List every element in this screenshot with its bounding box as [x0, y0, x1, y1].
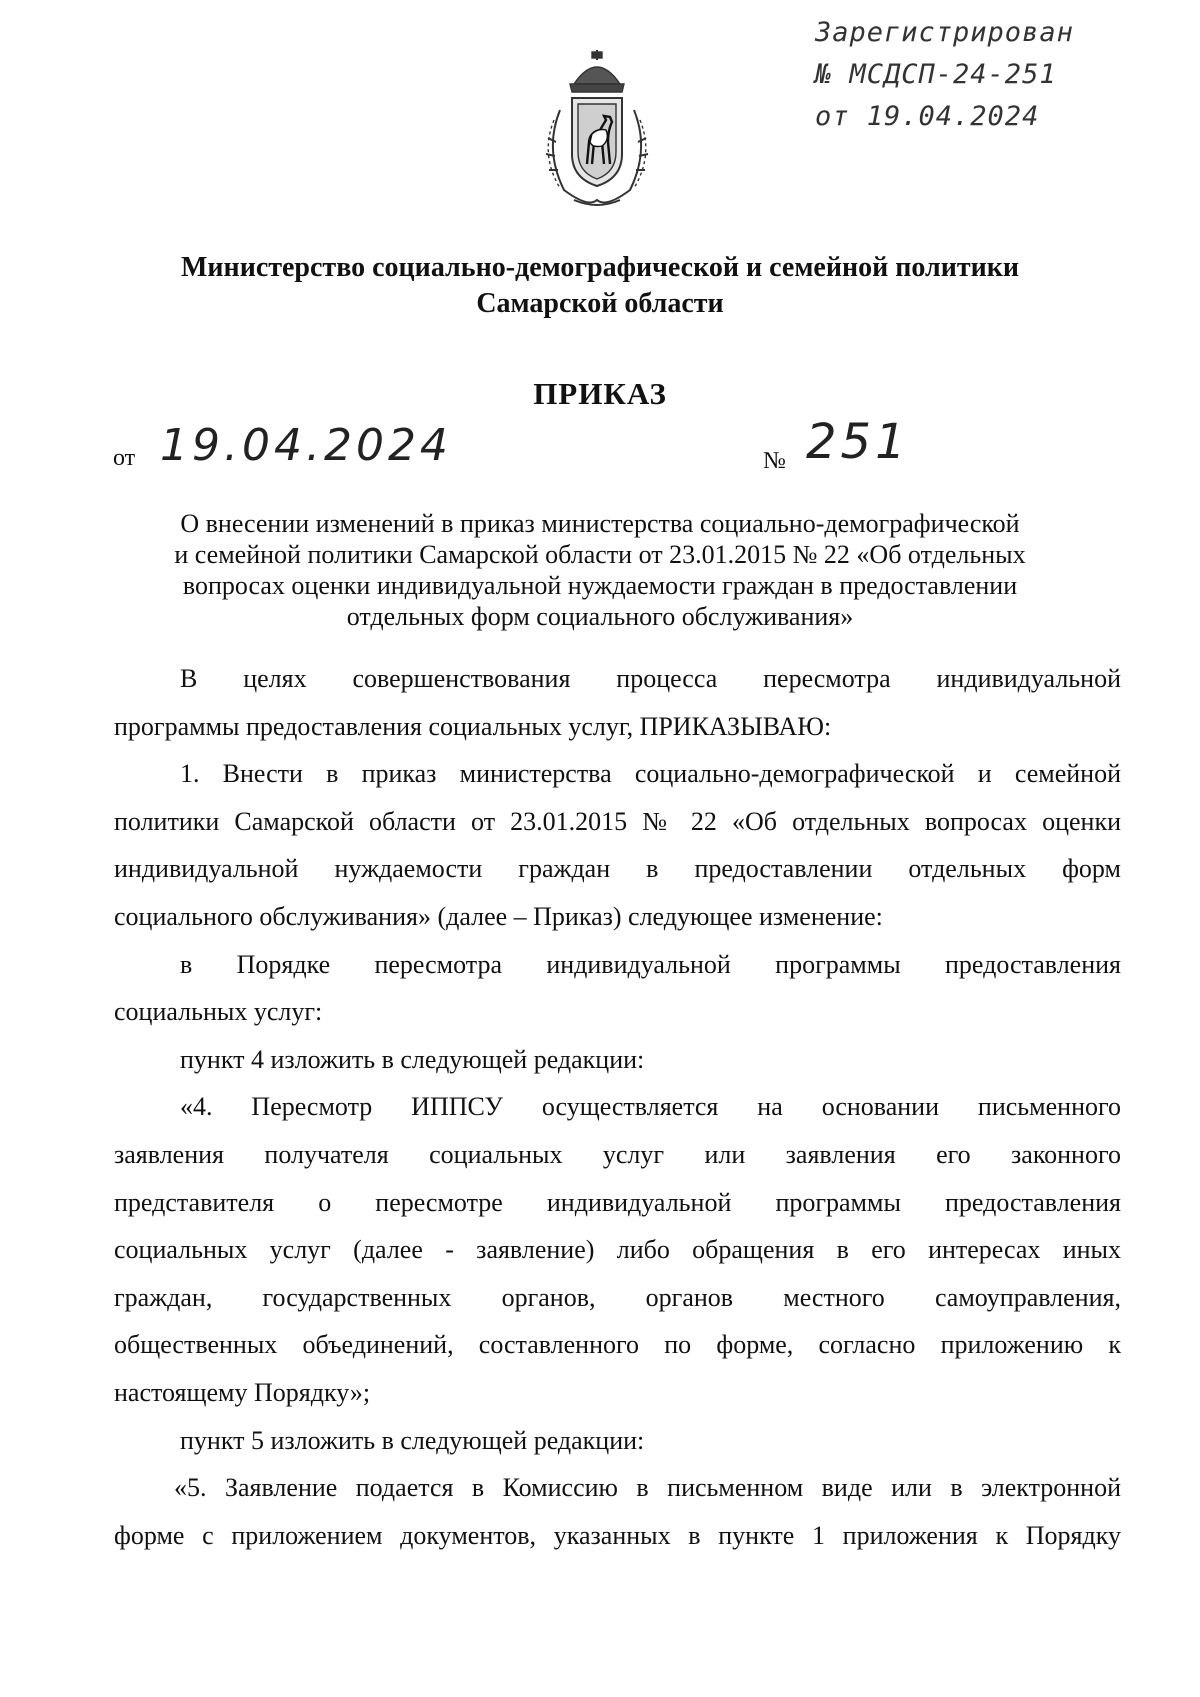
- body-line: В целях совершенствования процесса пересмотра индивидуальной: [180, 664, 1121, 693]
- subject-line: отдельных форм социального обслуживания»: [346, 602, 854, 631]
- body-line: пункт 5 изложить в следующей редакции:: [180, 1425, 645, 1455]
- body-line: настоящему Порядку»;: [114, 1377, 371, 1407]
- ministry-name-line-1: Министерство социально-демографической и семейной политики: [181, 252, 1019, 283]
- body-line: пункт 4 изложить в следующей редакции:: [180, 1044, 645, 1074]
- subject-line: О внесении изменений в приказ министерства социально-демографической: [180, 509, 1020, 538]
- body-line: представителя о пересмотре индивидуальной программы предоставления: [114, 1187, 1121, 1217]
- body-line: заявления получателя социальных услуг или заявления его законного: [114, 1139, 1121, 1169]
- order-body: [114, 655, 1121, 1559]
- registration-handwritten-note: [815, 12, 1150, 138]
- body-line: индивидуальной нуждаемости граждан в предоставлении отдельных форм: [114, 854, 1121, 884]
- document-type-title: ПРИКАЗ: [533, 376, 667, 411]
- body-line: «5. Заявление подается в Комиссию в письменном виде или в электронной: [174, 1473, 1121, 1503]
- body-line: в Порядке пересмотра индивидуальной программы предоставления: [180, 949, 1121, 979]
- subject-line: и семейной политики Самарской области от 23.01.2015 № 22 «Об отдельных: [174, 540, 1026, 569]
- number-label: №: [763, 448, 786, 474]
- body-line: социального обслуживания» (далее – Приказ) следующее изменение:: [114, 901, 883, 931]
- order-subject: [110, 508, 1090, 632]
- samara-region-coat-of-arms-icon: [530, 50, 664, 210]
- body-line: программы предоставления социальных услуг, ПРИКАЗЫВАЮ:: [114, 711, 832, 741]
- body-line: граждан, государственных органов, органов местного самоуправления,: [114, 1282, 1121, 1312]
- body-line: социальных услуг (далее - заявление) либо обращения в его интересах иных: [114, 1235, 1121, 1265]
- body-line: 1. Внести в приказ министерства социально-демографической и семейной: [180, 759, 1121, 789]
- body-line: общественных объединений, составленного по форме, согласно приложению к: [114, 1330, 1121, 1360]
- body-line: политики Самарской области от 23.01.2015 № 22 «Об отдельных вопросах оценки: [114, 806, 1121, 836]
- subject-line: вопросах оценки индивидуальной нуждаемости граждан в предоставлении: [182, 571, 1018, 600]
- body-line: социальных услуг:: [114, 997, 323, 1027]
- body-line: форме с приложением документов, указанных в пункте 1 приложения к Порядку: [114, 1520, 1121, 1550]
- handwritten-date: 19.04.2024: [160, 420, 452, 471]
- ministry-name-line-2: Самарской области: [476, 288, 724, 319]
- date-label: от: [113, 445, 136, 471]
- body-line: «4. Пересмотр ИППСУ осуществляется на основании письменного: [180, 1092, 1121, 1122]
- registration-line-3: от 19.04.2024: [815, 101, 1040, 132]
- handwritten-number: 251: [806, 414, 910, 470]
- registration-line-1: Зарегистрирован: [815, 17, 1074, 48]
- registration-line-2: № МСДСП-24-251: [815, 59, 1057, 90]
